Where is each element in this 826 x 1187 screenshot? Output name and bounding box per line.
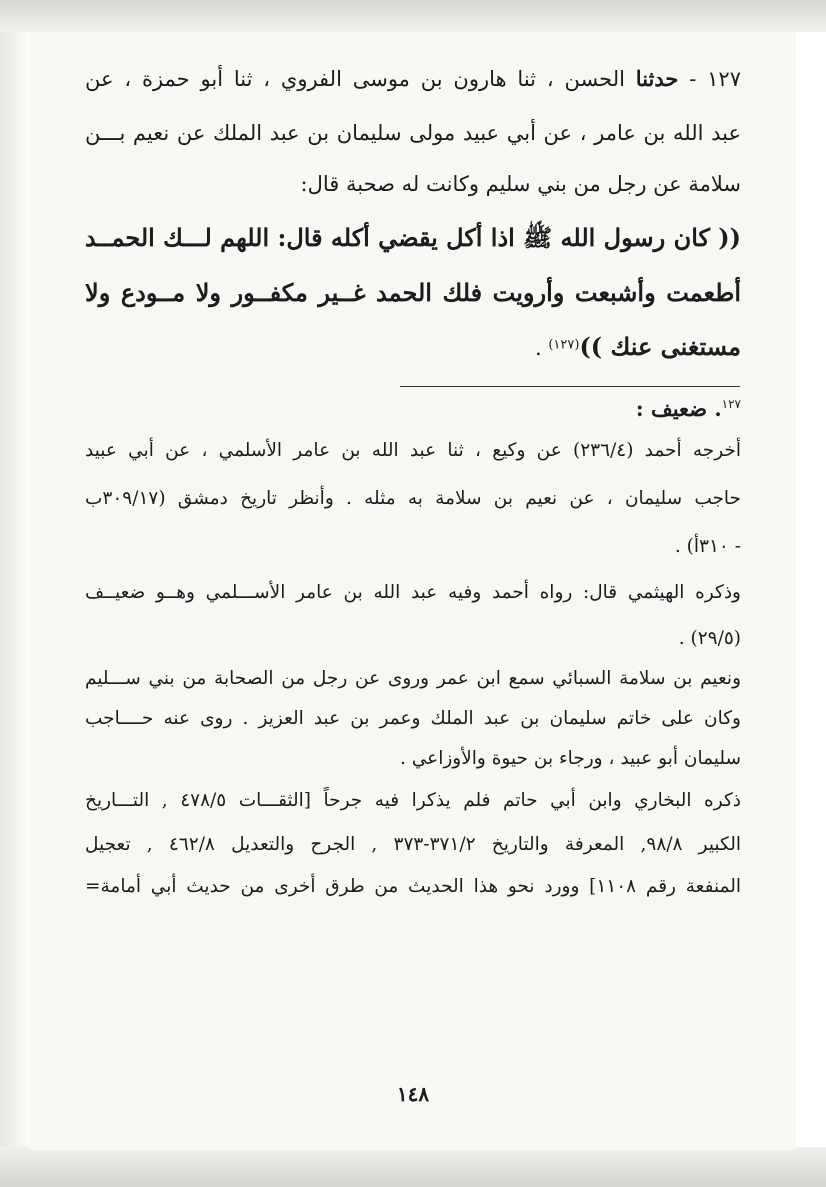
- footnote-line-7: وكان على خاتم سليمان بن عبد الملك وعمر بن عبد العزيز . روى عنه حــــاجب: [85, 708, 741, 729]
- footnote-line-6: ونعيم بن سلامة السبائي سمع ابن عمر وروى عن رجل من الصحابة من بني ســـليم: [85, 668, 741, 689]
- hadith-end-mark: .: [534, 336, 549, 360]
- footnote-line-8: سليمان أبو عبيد ، ورجاء بن حيوة والأوزاعي .: [399, 748, 741, 769]
- footnote-line-1: أخرجه أحمد (٢٣٦/٤) عن وكيع ، ثنا عبد الله بن عامر الأسلمي ، عن أبي عبيد: [85, 440, 741, 461]
- binding-shadow: [0, 0, 32, 1187]
- top-edge-shadow: [0, 0, 826, 32]
- hadith-line-2: عبد الله بن عامر ، عن أبي عبيد مولى سليمان بن عبد الملك عن نعيم بـــن: [85, 121, 741, 145]
- hadith-line-4: (( كان رسول الله ﷺ اذا أكل يقضي أكله قال: اللهم لـــك الحمــد: [84, 223, 741, 252]
- footnote-line-5: (٢٩/٥) .: [678, 628, 741, 649]
- footnote-line-11: المنفعة رقم ١١٠٨] وورد نحو هذا الحديث من طرق أخرى من حديث أبي أمامة=: [85, 876, 741, 897]
- hadith-number: ١٢٧ -: [678, 67, 741, 91]
- page-number: ١٤٨: [396, 1082, 430, 1106]
- hadith-closing-text: مستغنى عنك )): [579, 332, 741, 361]
- footnote-reference: (١٢٧): [548, 337, 580, 353]
- footnote-label: [636, 396, 741, 421]
- hadith-line-5: أطعمت وأشبعت وأرويت فلك الحمد غــير مكفــور ولا مــودع ولا: [85, 278, 741, 307]
- hadith-line-1: [85, 66, 741, 91]
- footnote-marker: ١٢٧: [721, 397, 741, 411]
- hadith-lead-word: حدثنا: [635, 66, 679, 91]
- footnote-line-4: وذكره الهيثمي قال: رواه أحمد وفيه عبد الله بن عامر الأســـلمي وهــو ضعيــف: [85, 582, 741, 603]
- footnote-line-10: الكبير ٩٨/٨, المعرفة والتاريخ ٣٧١/٢-٣٧٣ , الجرح والتعديل ٤٦٢/٨ , تعجيل: [85, 834, 742, 855]
- footnote-grade: . ضعيف :: [635, 396, 722, 421]
- hadith-line-6: [535, 332, 741, 361]
- hadith-line-3: سلامة عن رجل من بني سليم وكانت له صحبة قال:: [300, 172, 741, 196]
- footnote-separator: [400, 386, 740, 387]
- footnote-line-2: حاجب سليمان ، عن نعيم بن سلامة به مثله . وأنظر تاريخ دمشق (٣٠٩/١٧ب: [85, 488, 741, 509]
- bottom-edge-shadow: [0, 1147, 826, 1187]
- footnote-line-3: - ٣١٠أ) .: [674, 536, 741, 557]
- hadith-line-1-text: الحسن ، ثنا هارون بن موسى الفروي ، ثنا أبو حمزة ، عن: [85, 67, 636, 91]
- footnote-line-9: ذكره البخاري وابن أبي حاتم فلم يذكرا فيه جرحاً [الثقـــات ٤٧٨/٥ , التـــاريخ: [85, 790, 741, 811]
